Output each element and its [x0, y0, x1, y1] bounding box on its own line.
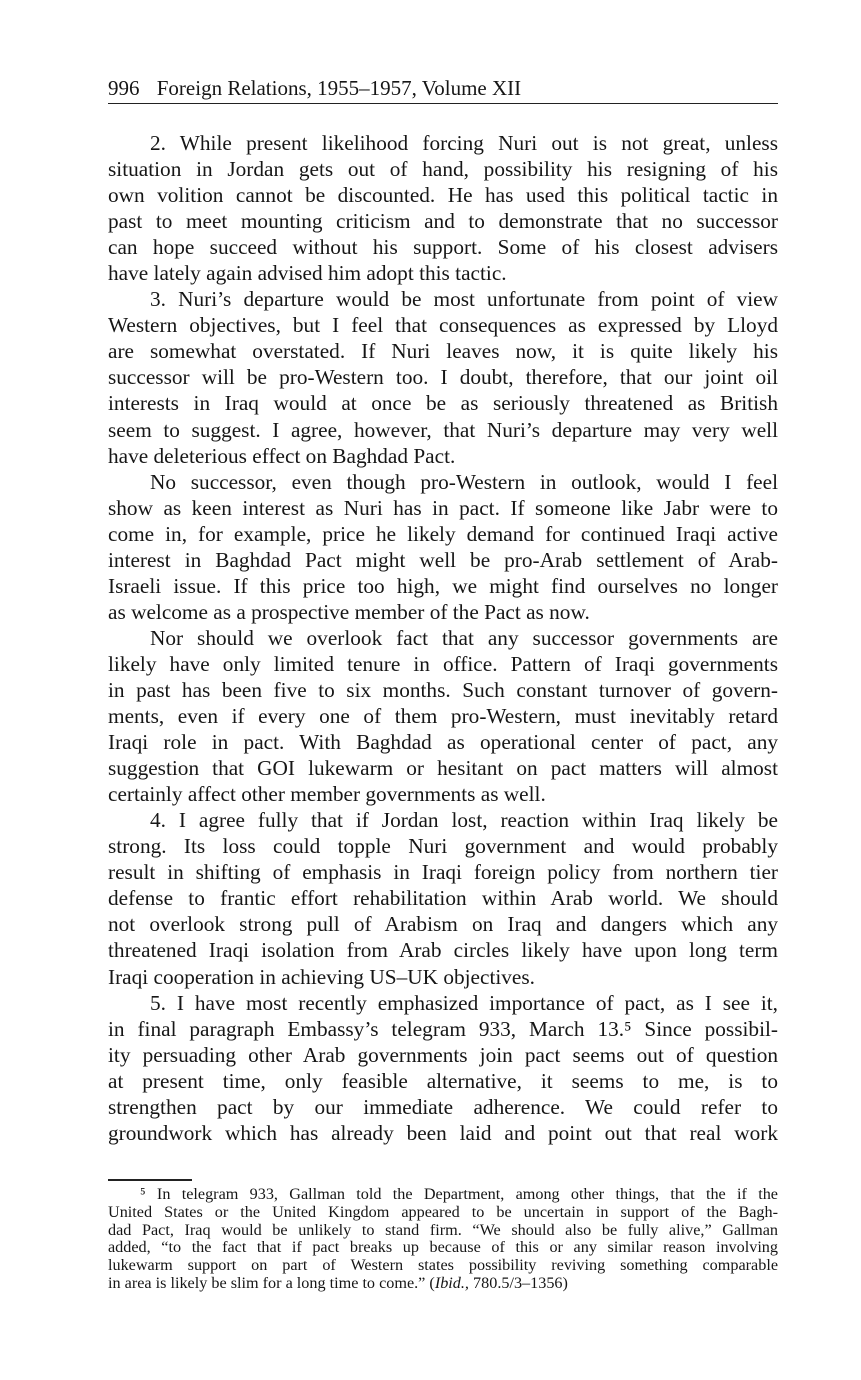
- text-line: have deleterious effect on Baghdad Pact.: [108, 443, 456, 468]
- text-line: interest in Baghdad Pact might well be pro-Arab settlement of Arab-: [108, 547, 778, 572]
- text-line: Nor should we overlook fact that any successor governments are: [150, 625, 778, 650]
- running-header: [108, 76, 778, 104]
- text-line: No successor, even though pro-Western in outlook, would I feel: [150, 469, 778, 494]
- paragraph: [108, 286, 778, 468]
- text-line: as welcome as a prospective member of the Pact as now.: [108, 599, 590, 624]
- text-line: defense to frantic effort rehabilitation within Arab world. We should: [108, 886, 778, 911]
- citation-ibid: Ibid.,: [434, 1273, 469, 1292]
- footnote-line: [108, 1275, 778, 1293]
- running-title: Foreign Relations, 1955–1957, Volume XII: [156, 76, 522, 100]
- text-line: suggestion that GOI lukewarm or hesitant on pact matters will almost: [108, 756, 778, 781]
- body-text: [108, 130, 778, 1146]
- footnote-line: added, “to the fact that if pact breaks up because of this or any similar reason involving: [108, 1238, 778, 1257]
- footnote-line: lukewarm support on part of Western states possibility reviving something comparable: [108, 1256, 778, 1275]
- text-line: in final paragraph Embassy’s telegram 933, March 13.⁵ Since possibil-: [108, 1016, 778, 1041]
- paragraph: [108, 130, 778, 286]
- text-line: 3. Nuri’s departure would be most unfortunate from point of view: [150, 287, 778, 312]
- text-line: at present time, only feasible alternative, it seems to me, is to: [108, 1068, 778, 1093]
- text-line: have lately again advised him adopt this tactic.: [108, 261, 507, 286]
- text-line: interests in Iraq would at once be as seriously threatened as British: [108, 391, 778, 416]
- text-line: come in, for example, price he likely demand for continued Iraqi active: [108, 521, 778, 546]
- text-line: can hope succeed without his support. Some of his closest advisers: [108, 235, 778, 260]
- footnote-line: ⁵ In telegram 933, Gallman told the Department, among other things, that the if the: [140, 1185, 778, 1203]
- paragraph: [108, 625, 778, 807]
- text-line: 2. While present likelihood forcing Nuri out is not great, unless: [150, 131, 778, 155]
- footnote-divider: [108, 1179, 192, 1181]
- text-line: certainly affect other member governments as well.: [108, 782, 546, 807]
- text-line: threatened Iraqi isolation from Arab circles likely have upon long term: [108, 938, 778, 963]
- text-line: strong. Its loss could topple Nuri government and would probably: [108, 834, 778, 859]
- text-line: own volition cannot be discounted. He has used this political tactic in: [108, 183, 778, 208]
- text-line: are somewhat overstated. If Nuri leaves now, it is quite likely his: [108, 339, 778, 364]
- text-line: Western objectives, but I feel that consequences as expressed by Lloyd: [108, 313, 778, 338]
- text-line: situation in Jordan gets out of hand, possibility his resigning of his: [108, 157, 778, 182]
- text-line: 5. I have most recently emphasized importance of pact, as I see it,: [150, 990, 778, 1015]
- footnote-line: United States or the United Kingdom appeared to be uncertain in support of the Bagh-: [108, 1202, 778, 1221]
- text-line: Israeli issue. If this price too high, we might find ourselves no longer: [108, 573, 778, 598]
- text-line: show as keen interest as Nuri has in pact. If someone like Jabr were to: [108, 495, 778, 520]
- text-line: seem to suggest. I agree, however, that Nuri’s departure may very well: [108, 417, 778, 442]
- paragraph: [108, 807, 778, 989]
- text-line: in past has been five to six months. Such constant turnover of govern-: [108, 677, 778, 702]
- text-line: successor will be pro-Western too. I doubt, therefore, that our joint oil: [108, 365, 778, 390]
- footnote-line: dad Pact, Iraq would be unlikely to stand firm. “We should also be fully alive,” Gallman: [108, 1220, 778, 1239]
- paragraph: [108, 990, 778, 1146]
- text-line: groundwork which has already been laid and point out that real work: [108, 1120, 778, 1145]
- paragraph: [108, 469, 778, 625]
- footnote-text: 780.5/3–1356): [468, 1273, 568, 1292]
- text-line: past to meet mounting criticism and to demonstrate that no successor: [108, 209, 778, 234]
- text-line: 4. I agree fully that if Jordan lost, reaction within Iraq likely be: [150, 808, 778, 833]
- text-line: not overlook strong pull of Arabism on Iraq and dangers which any: [108, 912, 778, 937]
- text-line: likely have only limited tenure in office. Pattern of Iraqi governments: [108, 651, 778, 676]
- text-line: ments, even if every one of them pro-Western, must inevitably retard: [108, 704, 778, 729]
- text-line: result in shifting of emphasis in Iraqi foreign policy from northern tier: [108, 860, 778, 885]
- page-number: 996: [108, 76, 140, 100]
- footnote: [108, 1186, 778, 1293]
- text-line: strengthen pact by our immediate adherence. We could refer to: [108, 1094, 778, 1119]
- text-line: Iraqi role in pact. With Baghdad as operational center of pact, any: [108, 730, 778, 755]
- text-line: ity persuading other Arab governments join pact seems out of question: [108, 1042, 778, 1067]
- text-line: Iraqi cooperation in achieving US–UK objectives.: [108, 964, 535, 989]
- footnote-text: in area is likely be slim for a long time to come.” (: [108, 1273, 435, 1292]
